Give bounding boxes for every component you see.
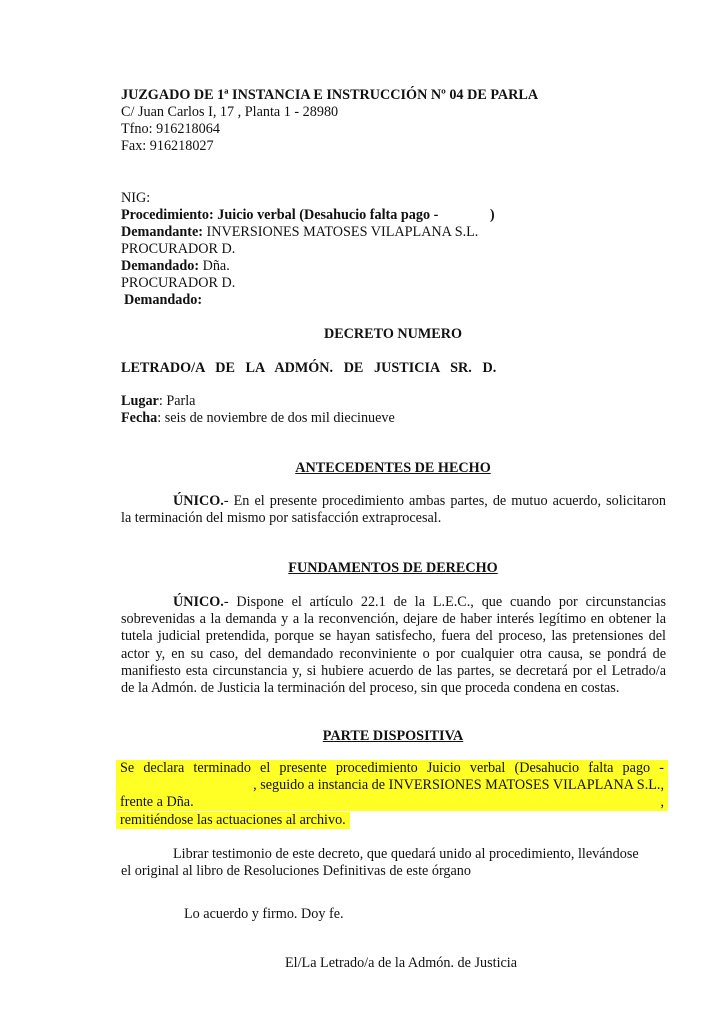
firma-line: Lo acuerdo y firmo. Doy fe.: [184, 906, 344, 922]
procedure-label: Procedimiento:: [121, 207, 214, 223]
ruling-line-1: Se declara terminado el presente procedimiento Juicio verbal (Desahucio falta pago -: [120, 760, 664, 776]
fundamentos-line-5: manifiesto esta circunstancia y, si hubiere acuerdo de las partes, se decretará por el Letrado/a: [121, 662, 666, 679]
antecedentes-unico-label: ÚNICO.: [173, 493, 224, 509]
fundamentos-line-2: sobrevenidas a la demanda y a la reconvención, dejare de haber interés legítimo en obtener la: [121, 611, 666, 628]
court-fax: Fax: 916218027: [121, 138, 214, 154]
date-line: [121, 410, 395, 427]
place-label: Lugar: [121, 393, 159, 409]
dispositiva-heading: PARTE DISPOSITIVA: [322, 728, 464, 744]
testimonio-line-1: Librar testimonio de este decreto, que quedará unido al procedimiento, llevándose: [173, 846, 639, 862]
court-name: JUZGADO DE 1ª INSTANCIA E INSTRUCCIÓN Nº 04 DE PARLA: [121, 87, 539, 103]
court-phone: Tfno: 916218064: [121, 121, 220, 137]
date-value: : seis de noviembre de dos mil diecinueve: [157, 410, 395, 426]
fundamentos-paragraph: [121, 594, 666, 697]
defendant2-label: Demandado:: [124, 292, 203, 308]
fundamentos-line-6: de la Admón. de Justicia la terminación del proceso, sin que proceda condena en costas.: [121, 680, 620, 697]
procurador-2: PROCURADOR D.: [121, 275, 236, 291]
place-value: : Parla: [158, 393, 196, 409]
place-line: [121, 393, 195, 410]
procedure-close: ): [489, 207, 495, 223]
antecedentes-heading: ANTECEDENTES DE HECHO: [295, 460, 491, 476]
ruling-line-2: , seguido a instancia de INVERSIONES MATOSES VILAPLANA S.L.,: [253, 777, 664, 793]
date-label: Fecha: [121, 410, 158, 426]
decree-title: DECRETO NUMERO: [323, 326, 463, 342]
procurador-1: PROCURADOR D.: [121, 241, 236, 257]
nig-label: NIG:: [121, 190, 151, 206]
plaintiff-line: [121, 224, 478, 241]
court-address: C/ Juan Carlos I, 17 , Planta 1 - 28980: [121, 104, 339, 120]
plaintiff-value: INVERSIONES MATOSES VILAPLANA S.L.: [206, 224, 479, 240]
defendant-line: [121, 258, 230, 275]
ruling-line-3b: ,: [660, 794, 664, 810]
antecedentes-line-2: la terminación del mismo por satisfacción extraprocesal.: [121, 510, 442, 527]
fundamentos-heading: FUNDAMENTOS DE DERECHO: [288, 560, 498, 576]
antecedentes-paragraph: [121, 493, 666, 527]
procedure-value: Juicio verbal (Desahucio falta pago -: [217, 207, 439, 223]
fundamentos-line-1: - Dispone el artículo 22.1 de la L.E.C., que cuando por circunstancias: [223, 594, 666, 610]
letrado-line: LETRADO/A DE LA ADMÓN. DE JUSTICIA SR. D.: [121, 360, 497, 376]
ruling-line-3a: frente a Dña.: [120, 794, 194, 810]
defendant-value: Dña.: [202, 258, 230, 274]
procedure-line: [121, 207, 495, 224]
defendant-label: Demandado:: [121, 258, 200, 274]
fundamentos-line-4: actor y, en su caso, del demandado reconviniente o por cualquier otra causa, se pondrá de: [121, 645, 666, 662]
highlighted-ruling: [116, 760, 668, 829]
ruling-line-4: remitiéndose las actuaciones al archivo.: [116, 812, 350, 829]
antecedentes-line-1: - En el presente procedimiento ambas partes, de mutuo acuerdo, solicitaron: [223, 493, 666, 509]
plaintiff-label: Demandante:: [121, 224, 203, 240]
testimonio-line-2: el original al libro de Resoluciones Definitivas de este órgano: [121, 863, 471, 879]
signature-line: El/La Letrado/a de la Admón. de Justicia: [285, 955, 518, 971]
fundamentos-unico-label: ÚNICO.: [173, 594, 224, 610]
fundamentos-line-3: tutela judicial pretendida, porque se hayan satisfecho, fuera del proceso, las pretensiones del: [121, 628, 666, 645]
